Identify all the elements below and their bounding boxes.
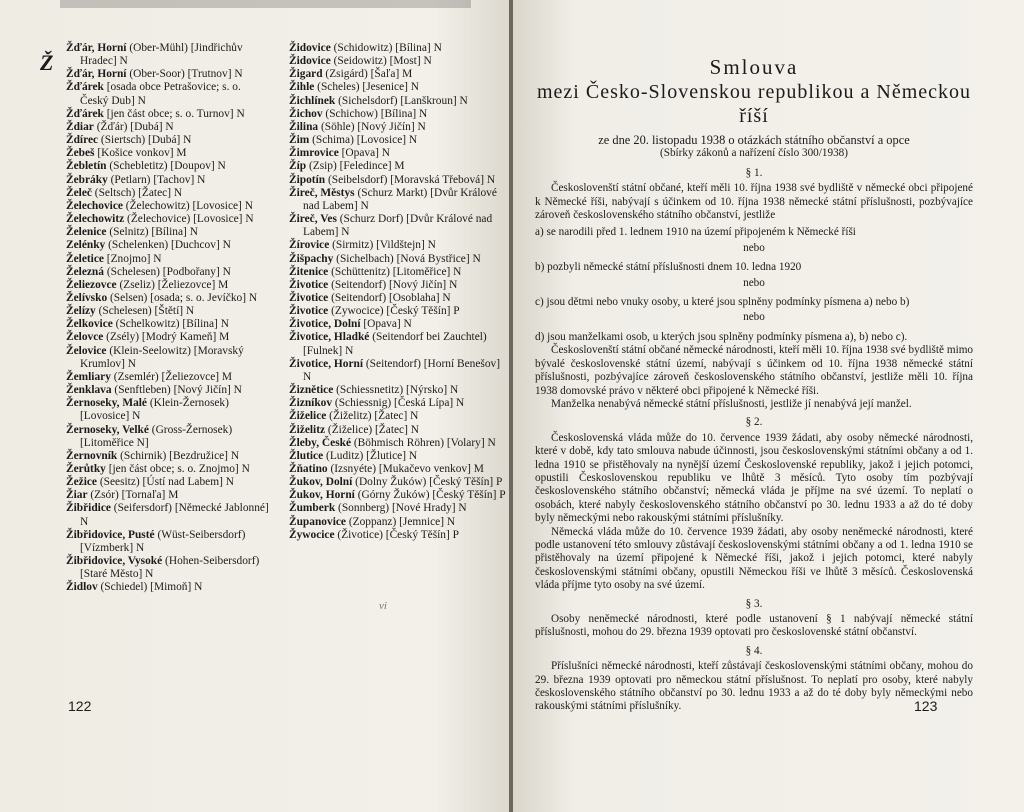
entry-place-name: Ždírec — [66, 134, 99, 147]
entry-details: (Zywocice) [Český Těšín] P — [328, 305, 460, 318]
entry-details: [osada obce Petrašovice; s. o. Český Dub] N — [80, 81, 241, 107]
entry-place-name: Žíp — [289, 160, 307, 173]
gazetteer-entry — [289, 450, 507, 463]
entry-place-name: Životice, Hladké — [289, 331, 370, 344]
gazetteer-entry — [289, 266, 507, 279]
gazetteer-entry — [289, 384, 507, 397]
entry-details: (Seitendorf bei Zauchtel) [Fulnek] N — [303, 331, 487, 357]
entry-details: (Sirmitz) [Vildštejn] N — [329, 239, 436, 252]
entry-place-name: Žlutice — [289, 449, 324, 462]
footer-mark: vi — [379, 600, 387, 612]
entry-place-name: Žežice — [66, 476, 97, 489]
gazetteer-entry — [289, 463, 507, 476]
entry-place-name: Žireč, Ves — [289, 213, 337, 226]
entry-place-name: Žichov — [289, 107, 323, 120]
entry-details: (Ober-Soor) [Trutnov] N — [126, 68, 243, 81]
gazetteer-entry — [66, 147, 270, 160]
gazetteer-entry — [289, 489, 507, 502]
entry-place-name: Žišpachy — [289, 252, 334, 265]
entry-details: (Gross-Žernosek) [Litoměřice N] — [80, 423, 233, 449]
entry-details: (Schüttenitz) [Litoměřice] N — [328, 265, 462, 278]
entry-place-name: Žďárek — [66, 107, 104, 120]
entry-place-name: Žernovník — [66, 449, 118, 462]
gazetteer-entry — [66, 200, 270, 213]
entry-details: (Seidowitz) [Most] N — [330, 55, 432, 68]
entry-place-name: Žibřidovice, Vysoké — [66, 555, 163, 568]
gazetteer-entry — [66, 134, 270, 147]
gazetteer-entry — [66, 384, 270, 397]
entry-details: (Zsemlér) [Želiezovce] M — [110, 370, 233, 383]
gazetteer-entry — [289, 55, 507, 68]
entry-place-name: Žukov, Dolní — [289, 476, 353, 489]
entry-place-name: Žichlínek — [289, 94, 336, 107]
scan-edge-shadow — [60, 0, 471, 8]
gazetteer-entry — [66, 371, 270, 384]
entry-details: (Böhmisch Röhren) [Volary] N — [351, 436, 496, 449]
entry-place-name: Zelénky — [66, 239, 106, 252]
entry-details: (Zsór) [Tornaľa] M — [87, 489, 179, 502]
gazetteer-entry — [66, 424, 270, 450]
document-subtitle: mezi Česko-Slovenskou republikou a Německou říší — [536, 81, 972, 127]
entry-place-name: Životice — [289, 278, 329, 291]
entry-place-name: Žiar — [66, 489, 88, 502]
entry-place-name: Žywocice — [289, 528, 335, 541]
entry-details: (Seifersdorf) [Německé Jablonné] N — [80, 502, 269, 528]
gazetteer-entry — [289, 502, 507, 515]
entry-place-name: Želízy — [66, 305, 96, 318]
entry-details: (Želechovice) [Lovosice] N — [124, 213, 254, 226]
entry-place-name: Žitenice — [289, 265, 329, 278]
gazetteer-entry — [289, 68, 507, 81]
document-date: ze dne 20. listopadu 1938 o otázkách státního občanství a opce — [598, 133, 910, 147]
gazetteer-entry — [289, 134, 507, 147]
entry-place-name: Želívsko — [66, 291, 108, 304]
entry-place-name: Žebletín — [66, 160, 107, 173]
entry-details: (Dolny Žuków) [Český Těšín] P — [352, 476, 503, 489]
page-number-right: 123 — [914, 698, 938, 714]
entry-place-name: Želovce — [66, 331, 104, 344]
entry-details: (Schirnik) [Bezdružice] N — [117, 449, 240, 462]
entry-place-name: Žibřidice — [66, 502, 111, 515]
entry-details: (Schidowitz) [Bílina] N — [330, 42, 442, 54]
entry-details: (Górny Žuków) [Český Těšín] P — [354, 489, 506, 502]
entry-details: (Izsnyéte) [Mukačevo venkov] M — [327, 463, 484, 475]
entry-details: (Hohen-Seibersdorf) [Staré Město] N — [80, 555, 260, 581]
entry-details: (Petlarn) [Tachov] N — [107, 173, 206, 186]
entry-details: (Wüst-Seibersdorf) [Vízmberk] N — [80, 528, 246, 554]
paragraph: Manželka nenabývá německé státní příslušnosti, jestliže jí nenabývá její manžel. — [551, 397, 912, 410]
gazetteer-entry — [66, 331, 270, 344]
entry-details: (Zsip) [Feledince] M — [306, 160, 405, 173]
section-heading-2: § 2. — [745, 416, 763, 429]
entry-details: (Seesitz) [Ústí nad Labem] N — [97, 476, 234, 489]
gazetteer-entry — [66, 108, 270, 121]
gazetteer-entry — [66, 318, 270, 331]
entry-place-name: Žiznětice — [289, 384, 334, 397]
entry-place-name: Žilina — [289, 120, 319, 133]
entry-details: (Schiedel) [Mimoň] N — [97, 581, 203, 594]
entry-details: (Schebletitz) [Doupov] N — [106, 160, 226, 173]
entry-details: (Žiželitz) [Žatec] N — [326, 410, 419, 423]
entry-details: (Senftleben) [Nový Jičín] N — [111, 384, 242, 397]
entry-details: (Žďár) [Dubá] N — [93, 120, 174, 133]
document-source: (Sbírky zákonů a nařízení číslo 300/1938) — [660, 147, 848, 160]
paragraph: Českoslovenští státní občané německé národnosti, kteří měli 10. října 1938 své bydliště mimo bývalé československé státní území, nabývají s účinkem od 10. října 1938 německé státní příslušnosti, pozbývajíce zároveň československého státního občanství, jestliže měli 10. října 1938 domovské právo v některé obci připojené k Německé říši. — [535, 344, 973, 397]
gazetteer-entry — [289, 529, 507, 542]
gazetteer-entry — [66, 174, 270, 187]
gazetteer-entry — [289, 187, 507, 213]
entry-details: [jen část obce; s. o. Znojmo] N — [105, 463, 250, 475]
conjunction: nebo — [743, 241, 765, 254]
gazetteer-entry — [289, 108, 507, 121]
entry-details: (Ober-Mühl) [Jindřichův Hradec] N — [80, 42, 243, 68]
entry-place-name: Žigard — [289, 68, 323, 81]
entry-place-name: Ženklava — [66, 384, 112, 397]
entry-place-name: Žďárek — [66, 81, 104, 94]
entry-details: (Schelesen) [Štětí] N — [95, 305, 195, 318]
gazetteer-column-1 — [66, 42, 270, 595]
entry-details: (Klein-Žernosek) [Lovosice] N — [80, 397, 229, 423]
gazetteer-entry — [66, 226, 270, 239]
entry-place-name: Žemliary — [66, 370, 111, 383]
entry-details: (Schima) [Lovosice] N — [309, 134, 418, 147]
paragraph: Německá vláda může do 10. července 1939 žádati, aby osoby neněmecké národnosti, které podle ustanovení této smlouvy zůstávají československými státními občany a od 1. ledna 1910 se přistěhovaly na území připojené k Německé říši, jakož i jejich potomci, které nabyly československými státními občany, opustili Německou říši ve lhůtě 3 měsíců. Československá vláda příjme tyto osoby na své území. — [535, 525, 973, 592]
entry-place-name: Žizníkov — [289, 397, 333, 410]
gazetteer-entry — [66, 160, 270, 173]
entry-details: (Sichelbach) [Nová Bystřice] N — [333, 252, 481, 265]
gazetteer-entry — [289, 42, 507, 55]
entry-place-name: Žďár, Horní — [66, 68, 127, 81]
entry-details: (Seitendorf) [Nový Jičín] N — [328, 278, 458, 291]
entry-place-name: Životice, Horní — [289, 357, 364, 370]
entry-place-name: Žerůtky — [66, 463, 106, 475]
gazetteer-entry — [289, 239, 507, 252]
entry-details: (Selsen) [osada; s. o. Jevíčko] N — [107, 291, 258, 304]
gazetteer-entry — [66, 502, 270, 528]
entry-details: [Opava] N — [360, 318, 412, 331]
gazetteer-entry — [66, 279, 270, 292]
entry-place-name: Žibřidovice, Pusté — [66, 528, 155, 541]
entry-details: (Schiessnetitz) [Nýrsko] N — [333, 384, 459, 397]
gazetteer-entry — [289, 358, 507, 384]
gazetteer-entry — [66, 489, 270, 502]
gazetteer-entry — [289, 331, 507, 357]
list-item-a: a) se narodili před 1. lednem 1910 na území připojeném k Německé říši — [535, 226, 856, 239]
conjunction: nebo — [743, 311, 765, 324]
list-item-c: c) jsou dětmi nebo vnuky osoby, u které jsou splněny podmínky písmena a) nebo b) — [535, 296, 910, 309]
right-page — [513, 0, 1024, 812]
entry-place-name: Žim — [289, 134, 310, 147]
gazetteer-entry — [66, 345, 270, 371]
entry-details: (Seibelsdorf) [Moravská Třebová] N — [325, 173, 496, 186]
gazetteer-column-2 — [289, 42, 507, 542]
gazetteer-entry — [289, 279, 507, 292]
gazetteer-entry — [289, 160, 507, 173]
entry-details: (Schiessnig) [Česká Lípa] N — [332, 397, 465, 410]
gazetteer-entry — [289, 305, 507, 318]
entry-details: (Seltsch) [Žatec] N — [91, 186, 183, 199]
entry-place-name: Žebráky — [66, 173, 108, 186]
entry-place-name: Želechowitz — [66, 213, 125, 226]
paragraph: Příslušníci německé národnosti, kteří zůstávají československými státními občany, mohou do 29. března 1939 optovati pro německou státní příslušnost. To neplatí pro osoby, které nabyly československého státního občanství po 30. lednu 1933 a až do té doby byly německými nebo rakouskými státními příslušníky. — [535, 660, 973, 713]
entry-place-name: Žňatino — [289, 463, 328, 475]
gazetteer-entry — [289, 516, 507, 529]
entry-place-name: Želechovice — [66, 199, 123, 212]
entry-place-name: Žleby, České — [289, 436, 352, 449]
gazetteer-entry — [289, 121, 507, 134]
entry-details: (Zseliz) [Želiezovce] M — [116, 278, 229, 291]
gazetteer-entry — [66, 187, 270, 200]
entry-details: (Zsigárd) [Šaľa] M — [322, 68, 413, 81]
entry-place-name: Želovice — [66, 344, 107, 357]
gazetteer-entry — [66, 397, 270, 423]
entry-place-name: Žipotín — [289, 173, 326, 186]
entry-place-name: Židovice — [289, 42, 331, 54]
gazetteer-entry — [289, 410, 507, 423]
entry-place-name: Židlov — [66, 581, 98, 594]
gazetteer-entry — [289, 292, 507, 305]
entry-place-name: Želeč — [66, 186, 92, 199]
entry-place-name: Žumberk — [289, 502, 336, 515]
entry-place-name: Životice — [289, 305, 329, 318]
paragraph: Osoby neněmecké národnosti, které podle ustanovení § 1 nabývají německé státní příslušnosti, mohou do 29. března 1939 optovati pro československé státní občanství. — [535, 613, 973, 639]
entry-details: (Klein-Seelowitz) [Moravský Krumlov] N — [80, 344, 244, 370]
gazetteer-entry — [289, 397, 507, 410]
entry-place-name: Želetice — [66, 252, 104, 265]
entry-details: (Seitendorf) [Osoblaha] N — [328, 291, 451, 304]
gazetteer-entry — [66, 555, 270, 581]
entry-place-name: Železná — [66, 265, 104, 278]
entry-details: (Schurz Markt) [Dvůr Králové nad Labem] N — [303, 186, 497, 212]
entry-details: (Zoppanz) [Jemnice] N — [345, 515, 456, 528]
gazetteer-entry — [66, 529, 270, 555]
gazetteer-entry — [289, 174, 507, 187]
gazetteer-entry — [289, 437, 507, 450]
entry-place-name: Žďár, Horní — [66, 42, 127, 54]
entry-place-name: Žukov, Horní — [289, 489, 355, 502]
section-letter: Ž — [40, 50, 54, 75]
gazetteer-entry — [66, 253, 270, 266]
left-page — [0, 0, 511, 812]
entry-details: (Seitendorf) [Horní Benešov] N — [303, 357, 500, 383]
entry-place-name: Želkovice — [66, 318, 113, 331]
entry-place-name: Žernoseky, Malé — [66, 397, 147, 410]
gazetteer-entry — [66, 239, 270, 252]
gazetteer-entry — [289, 213, 507, 239]
conjunction: nebo — [743, 276, 765, 289]
section-heading-1: § 1. — [745, 166, 763, 179]
entry-place-name: Želiezovce — [66, 278, 117, 291]
gazetteer-entry — [66, 292, 270, 305]
paragraph: Českoslovenští státní občané, kteří měli 10. října 1938 své bydliště v německé obci připojené k Německé říši, nabývají s účinkem od 10. října 1938 německé státní příslušnosti, pozbývajíce zároveň československého státního občanství, jestliže — [535, 182, 973, 222]
gazetteer-entry — [66, 42, 270, 68]
entry-details: (Žiželice) [Žatec] N — [325, 423, 419, 436]
entry-details: (Schichow) [Bílina] N — [322, 107, 428, 120]
entry-details: (Schurz Dorf) [Dvůr Králové nad Labem] N — [303, 213, 493, 239]
gazetteer-entry — [66, 450, 270, 463]
entry-details: (Scheles) [Jesenice] N — [314, 81, 420, 94]
entry-place-name: Žireč, Městys — [289, 186, 355, 199]
entry-details: (Želechowitz) [Lovosice] N — [122, 199, 253, 212]
gazetteer-entry — [289, 147, 507, 160]
gazetteer-entry — [66, 476, 270, 489]
gazetteer-entry — [66, 121, 270, 134]
gazetteer-entry — [289, 476, 507, 489]
entry-details: [Opava] N — [338, 147, 391, 160]
entry-details: [Košice vonkov] M — [94, 147, 187, 160]
entry-details: (Söhle) [Nový Jičín] N — [318, 120, 426, 133]
section-heading-3: § 3. — [745, 597, 763, 610]
gazetteer-entry — [66, 305, 270, 318]
entry-place-name: Žebeš — [66, 147, 95, 160]
gazetteer-entry — [289, 253, 507, 266]
list-item-b: b) pozbyli německé státní příslušnosti dnem 10. ledna 1920 — [535, 261, 802, 274]
entry-details: (Sichelsdorf) [Lanškroun] N — [335, 94, 468, 107]
entry-details: [jen část obce; s. o. Turnov] N — [103, 107, 245, 120]
paragraph: Československá vláda může do 10. července 1939 žádati, aby osoby německé národnosti, které v době, kdy tato smlouva nabude účinnosti, jsou československými státními občany a od 1. ledna 1910 se přistěhovaly na nynější území Československé republiky, jakož i jejich potomci, opustili Československou republiku ve lhůtě 3 měsíců. Tyto osoby tím pozbývají československého státního občanství; německá vláda je příjme na své území. To neplatí o osobách, které nabyly československého státního občanství po 30. lednu 1933 a až do té doby byly německými nebo rakouskými státními příslušníky. — [535, 431, 973, 525]
entry-place-name: Životice, Dolní — [289, 318, 361, 331]
entry-place-name: Žihle — [289, 81, 315, 94]
entry-details: (Sonnberg) [Nové Hrady] N — [335, 502, 467, 515]
entry-place-name: Žimrovice — [289, 147, 339, 160]
entry-details: (Schelkowitz) [Bílina] N — [112, 318, 229, 331]
section-heading-4: § 4. — [745, 644, 763, 657]
entry-details: [Znojmo] N — [103, 252, 162, 265]
gazetteer-entry — [289, 318, 507, 331]
entry-place-name: Žiželitz — [289, 423, 326, 436]
entry-details: (Siertsch) [Dubá] N — [98, 134, 192, 147]
gazetteer-entry — [66, 581, 270, 594]
entry-place-name: Židovice — [289, 55, 331, 68]
entry-place-name: Žírovice — [289, 239, 330, 252]
list-item-d: d) jsou manželkami osob, u kterých jsou splněny podmínky písmena a), b) nebo c). — [535, 330, 908, 343]
gazetteer-entry — [66, 213, 270, 226]
entry-place-name: Županovice — [289, 515, 346, 528]
entry-details: (Schelenken) [Duchcov] N — [105, 239, 231, 252]
entry-place-name: Žiželice — [289, 410, 327, 423]
gazetteer-entry — [289, 424, 507, 437]
entry-details: (Schelesen) [Podbořany] N — [103, 265, 231, 278]
gazetteer-entry — [66, 266, 270, 279]
gazetteer-entry — [289, 95, 507, 108]
entry-place-name: Žernoseky, Velké — [66, 423, 149, 436]
entry-details: (Luditz) [Žlutice] N — [323, 449, 418, 462]
entry-details: (Zsély) [Modrý Kameň] M — [103, 331, 230, 344]
entry-place-name: Želenice — [66, 226, 107, 239]
entry-details: (Selnitz) [Bílina] N — [106, 226, 198, 239]
gazetteer-entry — [66, 81, 270, 107]
entry-place-name: Životice — [289, 291, 329, 304]
entry-place-name: Ždiar — [66, 120, 94, 133]
gazetteer-entry — [289, 81, 507, 94]
treaty-text — [535, 54, 973, 714]
document-title: Smlouva — [709, 55, 799, 79]
gazetteer-entry — [66, 463, 270, 476]
gazetteer-entry — [66, 68, 270, 81]
page-number-left: 122 — [68, 698, 92, 714]
entry-details: (Životice) [Český Těšín] P — [334, 528, 459, 541]
